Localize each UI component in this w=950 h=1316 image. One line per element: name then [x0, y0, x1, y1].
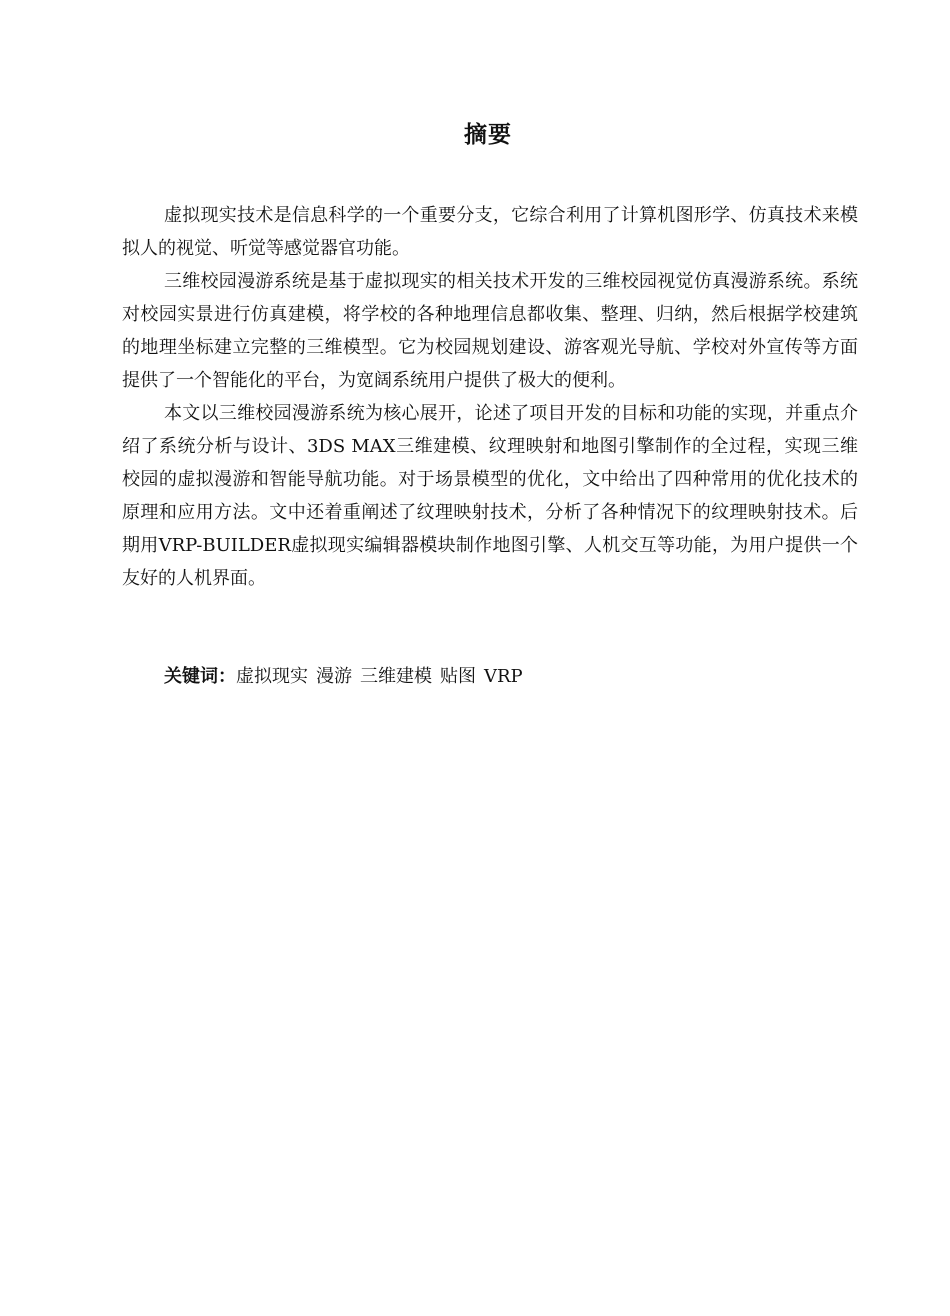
- keyword: 漫游: [316, 666, 352, 687]
- abstract-body: [122, 199, 858, 595]
- keyword: 贴图: [440, 666, 476, 687]
- keywords-line: [164, 662, 854, 692]
- abstract-paragraph-3: 本文以三维校园漫游系统为核心展开，论述了项目开发的目标和功能的实现，并重点介绍了系统分析与设计、3DS MAX三维建模、纹理映射和地图引擎制作的全过程，实现三维校园的虚拟漫游和智能导航功能。对于场景模型的优化，文中给出了四种常用的优化技术的原理和应用方法。文中还着重阐述了纹理映射技术，分析了各种情况下的纹理映射技术。后期用VRP-BUILDER虚拟现实编辑器模块制作地图引擎、人机交互等功能，为用户提供一个友好的人机界面。: [122, 403, 858, 589]
- keyword: 虚拟现实: [236, 666, 308, 687]
- abstract-paragraph-2: 三维校园漫游系统是基于虚拟现实的相关技术开发的三维校园视觉仿真漫游系统。系统对校园实景进行仿真建模，将学校的各种地理信息都收集、整理、归纳，然后根据学校建筑的地理坐标建立完整的三维模型。它为校园规划建设、游客观光导航、学校对外宣传等方面提供了一个智能化的平台，为宽阔系统用户提供了极大的便利。: [122, 271, 858, 391]
- keyword: 三维建模: [360, 666, 432, 687]
- abstract-paragraph-1: 虚拟现实技术是信息科学的一个重要分支，它综合利用了计算机图形学、仿真技术来模拟人的视觉、听觉等感觉器官功能。: [122, 205, 858, 259]
- abstract-title: 摘要: [464, 122, 512, 148]
- keywords-label: 关键词：: [164, 666, 236, 687]
- keyword: VRP: [484, 666, 523, 687]
